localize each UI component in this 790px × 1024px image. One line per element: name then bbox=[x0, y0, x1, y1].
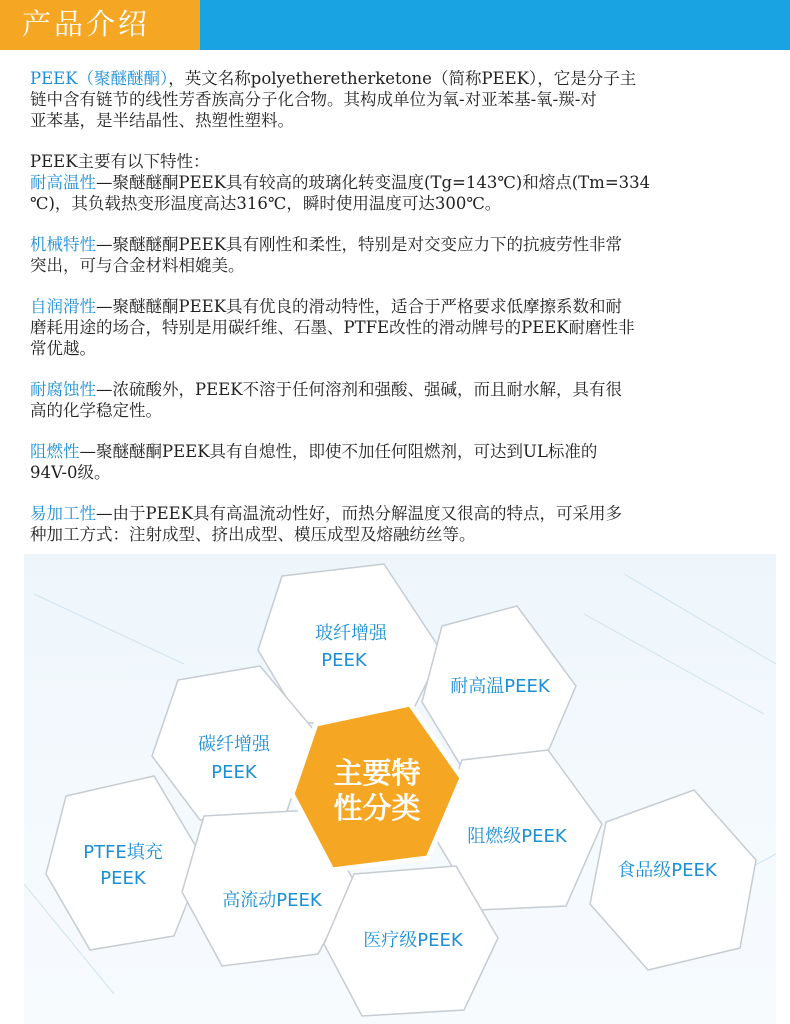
hex-high-flow-label: 高流动PEEK bbox=[222, 890, 322, 911]
hex-flame-retardant-label: 阻燃级PEEK bbox=[467, 826, 567, 847]
property-item bbox=[30, 172, 765, 214]
header-bar bbox=[0, 0, 790, 50]
hex-glass-fiber-label-1: 玻纤增强 bbox=[315, 623, 387, 644]
hex-food-grade-label: 食品级PEEK bbox=[617, 860, 717, 881]
property-text: —聚醚醚酮PEEK具有优良的滑动特性，适合于严格要求低摩擦系数和耐 bbox=[96, 297, 623, 316]
property-name: 耐腐蚀性 bbox=[30, 380, 96, 399]
intro-text-3: 亚苯基，是半结晶性、热塑性塑料。 bbox=[30, 111, 294, 130]
hex-ptfe bbox=[46, 776, 204, 950]
property-text: 常优越。 bbox=[30, 339, 96, 358]
hex-diagram-svg bbox=[24, 554, 776, 1024]
property-name: 阻燃性 bbox=[30, 442, 80, 461]
hex-center-label-1: 主要特 bbox=[333, 756, 421, 790]
hex-center-label-2: 性分类 bbox=[333, 791, 421, 825]
content-body bbox=[30, 68, 765, 565]
property-text: —由于PEEK具有高温流动性好，而热分解温度又很高的特点，可采用多 bbox=[96, 504, 623, 523]
property-text: —聚醚醚酮PEEK具有刚性和柔性，特别是对交变应力下的抗疲劳性非常 bbox=[96, 235, 623, 254]
property-text: —聚醚醚酮PEEK具有较高的玻璃化转变温度(Tg=143℃)和熔点(Tm=334 bbox=[96, 173, 651, 192]
intro-paragraph bbox=[30, 68, 765, 131]
property-text: 种加工方式：注射成型、挤出成型、模压成型及熔融纺丝等。 bbox=[30, 525, 476, 544]
intro-text-2: 链中含有链节的线性芳香族高分子化合物。其构成单位为氧-对亚苯基-氧-羰-对 bbox=[30, 90, 597, 109]
property-name: 耐高温性 bbox=[30, 173, 96, 192]
property-text: —聚醚醚酮PEEK具有自熄性，即使不加任何阻燃剂，可达到UL标准的 bbox=[79, 442, 598, 461]
header-tab bbox=[0, 0, 200, 50]
property-text: 94V-0级。 bbox=[30, 463, 111, 482]
property-text: 磨耗用途的场合，特别是用碳纤维、石墨、PTFE改性的滑动牌号的PEEK耐磨性非 bbox=[30, 318, 635, 337]
classification-diagram bbox=[24, 554, 776, 1024]
hex-glass-fiber-label-2: PEEK bbox=[321, 650, 367, 671]
property-name: 自润滑性 bbox=[30, 297, 96, 316]
property-text: ℃)，其负载热变形温度高达316℃，瞬时使用温度可达300℃。 bbox=[30, 194, 502, 213]
hex-ptfe-label-2: PEEK bbox=[100, 868, 146, 889]
intro-name: PEEK（聚醚醚酮） bbox=[30, 69, 169, 88]
property-item bbox=[30, 379, 765, 421]
property-text: —浓硫酸外，PEEK不溶于任何溶剂和强酸、强碱，而且耐水解，具有很 bbox=[96, 380, 623, 399]
hex-carbon-fiber-label-1: 碳纤增强 bbox=[198, 734, 270, 755]
hex-medical-grade-label: 医疗级PEEK bbox=[363, 930, 463, 951]
hex-high-temp-label: 耐高温PEEK bbox=[450, 676, 550, 697]
property-name: 机械特性 bbox=[30, 235, 96, 254]
properties-heading: PEEK主要有以下特性： bbox=[30, 152, 210, 171]
property-text: 高的化学稳定性。 bbox=[30, 401, 162, 420]
property-name: 易加工性 bbox=[30, 504, 96, 523]
property-text: 突出，可与合金材料相媲美。 bbox=[30, 256, 245, 275]
intro-text-1: ，英文名称polyetheretherketone（简称PEEK），它是分子主 bbox=[168, 69, 637, 88]
property-item bbox=[30, 234, 765, 276]
property-item bbox=[30, 503, 765, 545]
hex-ptfe-label-1: PTFE填充 bbox=[83, 842, 163, 863]
property-item bbox=[30, 441, 765, 483]
property-item bbox=[30, 296, 765, 359]
page-title: 产品介绍 bbox=[22, 7, 151, 41]
hex-carbon-fiber-label-2: PEEK bbox=[211, 762, 257, 783]
